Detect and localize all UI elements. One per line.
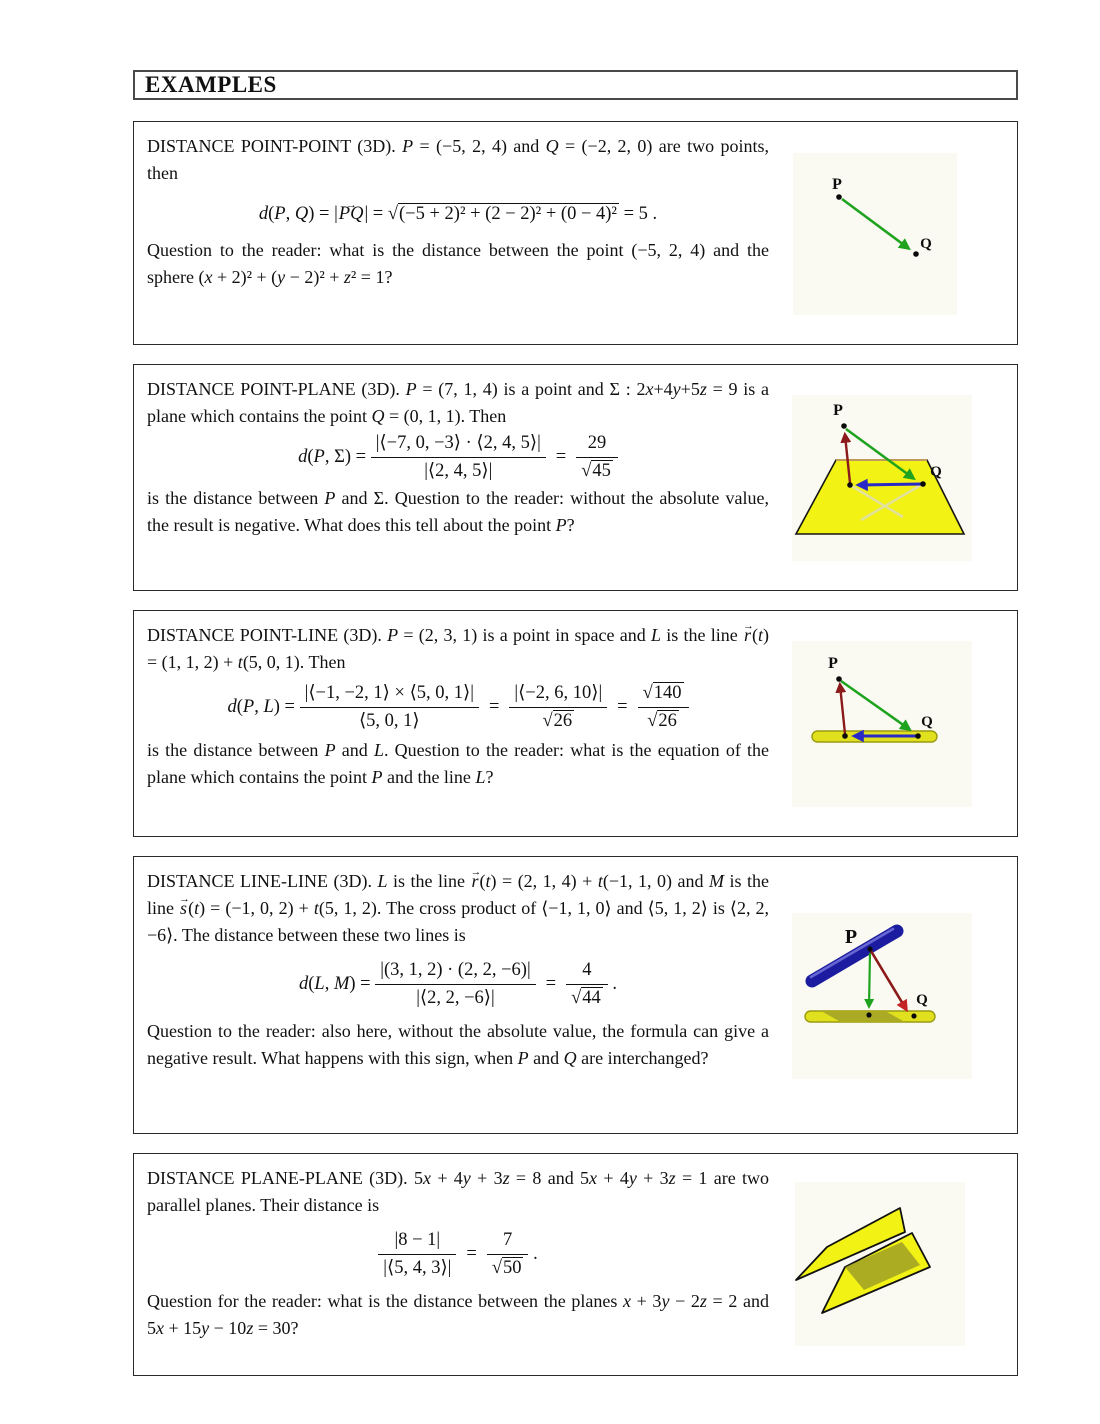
foot-point-dot xyxy=(847,482,853,488)
label-p: P xyxy=(832,175,842,193)
label-p: P xyxy=(833,402,843,419)
section-distance-line-line xyxy=(133,856,1018,1134)
point-p-dot xyxy=(836,194,842,200)
point-q-dot xyxy=(915,733,921,739)
foot-point-dot xyxy=(842,733,848,739)
page-title: EXAMPLES xyxy=(145,72,277,97)
point-p-dot xyxy=(841,423,847,429)
diagram-point-point xyxy=(775,133,1005,336)
section-body: DISTANCE POINT-PLANE (3D). P = (7, 1, 4) is a point and Σ : 2x+4y+5z = 9 is a plane which contains the point Q = (0, 1, 1). Then xyxy=(147,379,769,426)
section-body: DISTANCE PLANE-PLANE (3D). 5x + 4y + 3z = 8 and 5x + 4y + 3z = 1 are two parallel planes. Their distance is xyxy=(147,1168,770,1215)
diagram-point-plane xyxy=(775,376,1005,582)
section-question: Question to the reader: what is the distance between the point (−5, 2, 4) and the sphere (x + 2)² + (y − 2)² + z² = 1? xyxy=(147,240,769,287)
label-p: P xyxy=(828,655,838,672)
section-formula: d(P, Σ) = $\frac{|⟨-7, 0, -3⟩ \cdot ⟨2, 4, 5⟩|}{|⟨2, 4, 5⟩|}$ = $\frac{29}{√45}$ xyxy=(147,432,769,483)
section-distance-point-plane xyxy=(133,364,1018,591)
section-text xyxy=(147,868,769,1125)
section-question: Question to the reader: also here, without the absolute value, the formula can give a negative result. What happens with this sign, when P and Q are interchanged? xyxy=(147,1021,769,1068)
section-text xyxy=(147,133,769,336)
section-question: Question for the reader: what is the distance between the planes x + 3y − 2z = 2 and 5x + 15y − 10z = 30? xyxy=(147,1291,769,1338)
label-q: Q xyxy=(920,235,932,252)
point-p-dot xyxy=(836,676,842,682)
section-formula: d(P, Q) = |PQ →| = √(−5 + 2)² + (2 − 2)² + (0 − 4)² = 5 . xyxy=(147,201,769,227)
section-distance-point-line xyxy=(133,610,1018,837)
label-p: P xyxy=(844,925,858,948)
diagram-point-line-svg xyxy=(787,641,977,809)
diagram-line-line-svg xyxy=(787,913,977,1081)
section-body: DISTANCE LINE-LINE (3D). L is the line r →(t) = (2, 1, 4) + t(−1, 1, 0) and M is the line s →(t) = (−1, 0, 2) + t(5, 1, 2). The cross product of ⟨−1, 1, 0⟩ and ⟨5, 1, 2⟩ is ⟨2, 2, −6⟩. The distance between these two lines is xyxy=(147,868,769,949)
distance-arrow xyxy=(869,953,870,1006)
section-question: is the distance between P and L. Question to the reader: what is the equation of the plane which contains the point P and the line L? xyxy=(147,740,769,787)
diagram-point-plane-svg xyxy=(787,395,977,563)
point-p-dot xyxy=(867,946,872,951)
examples-header xyxy=(133,70,1018,100)
diagram-background xyxy=(792,641,972,807)
diagram-line-line xyxy=(775,868,1005,1125)
diagram-background xyxy=(793,153,957,315)
point-q-dot xyxy=(911,1013,916,1018)
diagram-point-line xyxy=(775,622,1005,828)
foot-point-dot xyxy=(866,1012,871,1017)
document-page xyxy=(133,70,1018,1395)
section-text xyxy=(147,376,769,582)
section-text xyxy=(147,1165,769,1367)
section-formula: d(L, M) = $\frac{|(3, 1, 2) \cdot (2, 2, -6)|}{|⟨2, 2, -6⟩|}$ = $\frac{4}{√44}$ . xyxy=(299,960,617,1008)
diagram-point-point-svg xyxy=(787,151,977,319)
point-q-dot xyxy=(913,251,919,257)
label-q: Q xyxy=(921,714,933,730)
section-question: is the distance between P and Σ. Question to the reader: without the absolute value, the result is negative. What does this tell about the point P? xyxy=(147,488,769,535)
label-q: Q xyxy=(916,991,928,1008)
diagram-plane-plane xyxy=(775,1165,1005,1367)
diagram-plane-plane-svg xyxy=(787,1182,977,1350)
section-body: DISTANCE POINT-POINT (3D). P = (−5, 2, 4) and Q = (−2, 2, 0) are two points, then xyxy=(147,136,769,183)
section-distance-point-point xyxy=(133,121,1018,345)
section-distance-plane-plane xyxy=(133,1153,1018,1376)
label-q: Q xyxy=(930,464,942,480)
section-text xyxy=(147,622,769,828)
point-q-dot xyxy=(920,481,926,487)
section-formula: $\frac{|8 - 1|}{|⟨5, 4, 3⟩|}$ = $\frac{7}{√50}$ . xyxy=(147,1229,769,1280)
section-formula: d(P, L) = $\frac{|⟨-1, -2, 1⟩ \times ⟨5, 0, 1⟩|}{⟨5, 0, 1⟩}$ = $\frac{|⟨-2, 6, 10⟩|}{√26}$ = $\frac{√140}{√26}$ xyxy=(147,682,769,733)
section-body: DISTANCE POINT-LINE (3D). P = (2, 3, 1) is a point in space and L is the line r →(t) = (1, 1, 2) + t(5, 0, 1). Then xyxy=(147,622,769,676)
projection-arrow xyxy=(859,484,923,485)
